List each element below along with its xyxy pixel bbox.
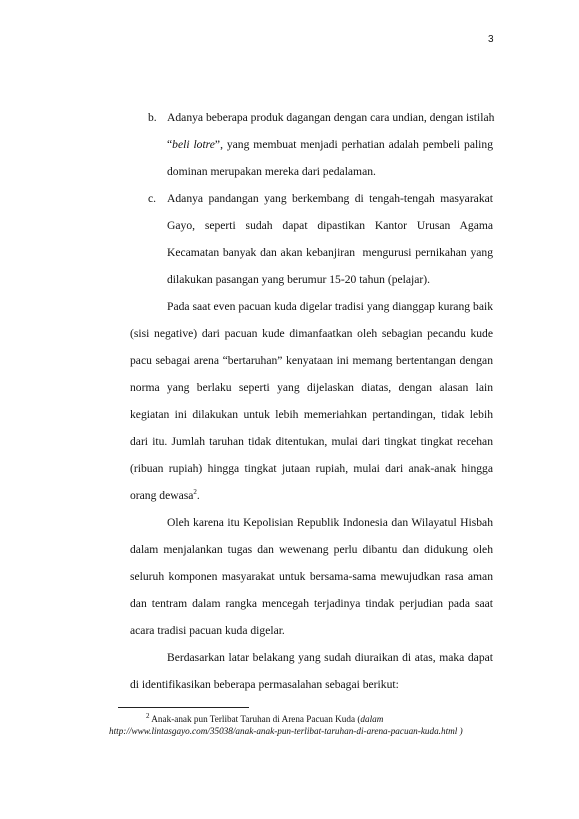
footnote-url[interactable]: http://www.lintasgayo.com/35038/anak-anak-pun-terlibat-taruhan-di-arena-pacuan-kuda.html ) bbox=[109, 726, 463, 736]
paragraph-2-line: dalam menjalankan tugas dan wewenang perlu dibantu dan didukung oleh bbox=[130, 543, 493, 556]
footnote-italic: dalam bbox=[360, 714, 384, 724]
paragraph-1-end: . bbox=[196, 489, 200, 502]
list-item-c-line-4: dilakukan pasangan yang berumur 15-20 tahun (pelajar). bbox=[167, 273, 431, 286]
paragraph-1-last-text: orang dewasa bbox=[130, 489, 194, 502]
footnote-body: Anak-anak pun Terlibat Taruhan di Arena Pacuan Kuda ( bbox=[149, 714, 361, 724]
paragraph-1-line: (ribuan rupiah) hingga tingkat jutaan rupiah, mulai dari anak-anak hingga bbox=[130, 462, 493, 475]
paragraph-2-line: Oleh karena itu Kepolisian Republik Indonesia dan Wilayatul Hisbah bbox=[167, 516, 493, 529]
list-marker-c: c. bbox=[148, 192, 157, 205]
term-beli-lotre: beli lotre bbox=[172, 138, 215, 151]
list-item-c-line-2: Gayo, seperti sudah dapat dipastikan Kantor Urusan Agama bbox=[167, 219, 493, 232]
list-item-b-line-2 bbox=[167, 138, 493, 152]
paragraph-1-line: (sisi negative) dari pacuan kude dimanfaatkan oleh sebagian pecandu kude bbox=[130, 327, 493, 340]
list-item-c-line-3: Kecamatan banyak dan akan kebanjiran mengurusi pernikahan yang bbox=[167, 246, 493, 259]
page-number: 3 bbox=[488, 34, 494, 45]
paragraph-1-line: Pada saat even pacuan kuda digelar tradisi yang dianggap kurang baik bbox=[167, 300, 493, 313]
list-marker-b: b. bbox=[148, 111, 157, 124]
paragraph-3-line: Berdasarkan latar belakang yang sudah diuraikan di atas, maka dapat bbox=[167, 651, 493, 664]
list-item-b-line-2-rest: ”, yang membuat menjadi perhatian adalah pembeli paling bbox=[214, 138, 494, 151]
paragraph-1-line: kegiatan ini dilakukan untuk lebih memeriahkan pertandingan, tidak lebih bbox=[130, 408, 493, 421]
open-quote: “ bbox=[167, 138, 173, 151]
paragraph-1-line: dari itu. Jumlah taruhan tidak ditentukan, mulai dari tingkat tingkat recehan bbox=[130, 435, 493, 448]
list-item-c-line-1: Adanya pandangan yang berkembang di tengah-tengah masyarakat bbox=[167, 192, 493, 205]
footnote-number: 2 bbox=[146, 711, 150, 720]
paragraph-1-line: pacu sebagai arena “bertaruhan” kenyataan ini memang bertentangan dengan bbox=[130, 354, 493, 367]
paragraph-2-line: acara tradisi pacuan kuda digelar. bbox=[130, 624, 285, 637]
list-item-b-line-1: Adanya beberapa produk dagangan dengan cara undian, dengan istilah bbox=[167, 111, 495, 124]
paragraph-2-line: dan tentram dalam rangka mencegah terjadinya tindak perjudian pada saat bbox=[130, 597, 493, 610]
paragraph-1-line: norma yang berlaku seperti yang dijelaskan diatas, dengan alasan lain bbox=[130, 381, 493, 394]
footnote-divider bbox=[118, 707, 249, 708]
paragraph-3-line: di identifikasikan beberapa permasalahan sebagai berikut: bbox=[130, 678, 399, 691]
footnote-ref[interactable]: 2 bbox=[193, 488, 197, 497]
paragraph-2-line: seluruh komponen masyarakat untuk bersama-sama mewujudkan rasa aman bbox=[130, 570, 493, 583]
paragraph-1-line bbox=[130, 489, 200, 503]
footnote-text bbox=[146, 713, 383, 725]
list-item-b-line-3: dominan merupakan mereka dari pedalaman. bbox=[167, 165, 376, 178]
